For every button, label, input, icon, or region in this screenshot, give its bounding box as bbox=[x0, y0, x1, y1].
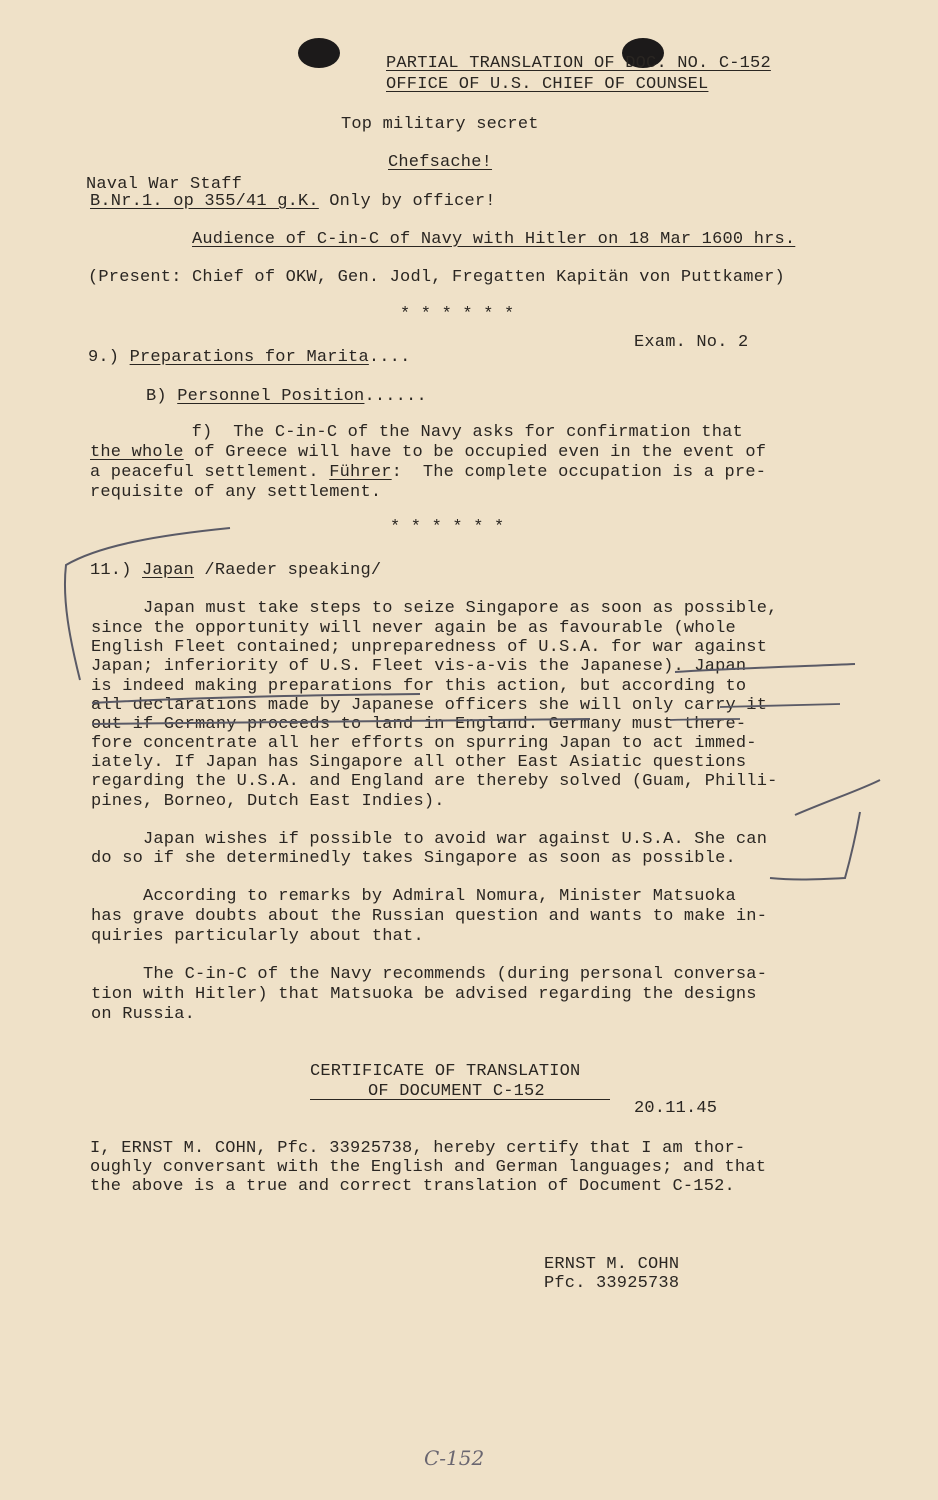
pencil-underline-japan bbox=[675, 664, 855, 672]
section11-para1-line11: pines, Borneo, Dutch East Indies). bbox=[91, 792, 445, 811]
section11-para1-line3: English Fleet contained; unpreparedness of U.S.A. for war against bbox=[91, 638, 768, 657]
section11-para1-line10: regarding the U.S.A. and England are thereby solved (Guam, Philli- bbox=[91, 772, 778, 791]
pencil-strike-line3 bbox=[670, 719, 740, 720]
sub-b-ellipsis: ...... bbox=[364, 387, 427, 406]
section11-title: Japan bbox=[142, 561, 195, 580]
section9-number: 9.) bbox=[88, 348, 130, 367]
para-f-line3-a: a peaceful settlement. bbox=[90, 463, 330, 482]
pencil-strike-line2 bbox=[92, 719, 590, 724]
para-f-fuehrer: Führer bbox=[329, 463, 392, 482]
signer-name: ERNST M. COHN bbox=[544, 1255, 680, 1274]
section11-para1-line4: Japan; inferiority of U.S. Fleet vis-a-vis the Japanese). Japan bbox=[91, 657, 747, 676]
section11-para3-line1: According to remarks by Admiral Nomura, Minister Matsuoka bbox=[91, 887, 736, 906]
para-f-the-whole: the whole bbox=[90, 443, 184, 462]
origin-ref: B.Nr.1. op 355/41 g.K. bbox=[90, 192, 319, 211]
certificate-title1: CERTIFICATE OF TRANSLATION bbox=[310, 1062, 581, 1081]
sub-b-label: B) bbox=[146, 387, 178, 406]
section11-para1-line9: iately. If Japan has Singapore all other East Asiatic questions bbox=[91, 753, 747, 772]
section11-speaker: /Raeder speaking/ bbox=[194, 561, 382, 580]
section11-para2-line1: Japan wishes if possible to avoid war against U.S.A. She can bbox=[91, 830, 768, 849]
pencil-bracket-right bbox=[770, 780, 880, 880]
section11-para1-line5: is indeed making preparations for this action, but according to bbox=[91, 677, 747, 696]
classification-line2: Chefsache! bbox=[388, 153, 493, 172]
section11-para3-line2: has grave doubts about the Russian question and wants to make in- bbox=[91, 907, 768, 926]
section11-para1-line1: Japan must take steps to seize Singapore as soon as possible, bbox=[91, 599, 778, 618]
section9-ellipsis: .... bbox=[368, 348, 411, 367]
section9-title: Preparations for Marita bbox=[129, 348, 369, 367]
sub-b-title: Personnel Position bbox=[177, 387, 365, 406]
header-title-line1: PARTIAL TRANSLATION OF DOC. NO. C-152 bbox=[386, 54, 771, 73]
audience-title: Audience of C-in-C of Navy with Hitler on 18 Mar 1600 hrs. bbox=[192, 230, 796, 249]
section11-para4-line3: on Russia. bbox=[91, 1005, 196, 1024]
section11-para3-line3: quiries particularly about that. bbox=[91, 927, 424, 946]
pencil-strike-line1 bbox=[92, 694, 420, 703]
certificate-body-line1: I, ERNST M. COHN, Pfc. 33925738, hereby certify that I am thor- bbox=[90, 1139, 746, 1158]
certificate-date: 20.11.45 bbox=[634, 1099, 718, 1118]
pencil-bracket-left bbox=[65, 528, 230, 680]
section11-para1-line2: since the opportunity will never again be as favourable (whole bbox=[91, 619, 736, 638]
para-f-line1: f) The C-in-C of the Navy asks for confirmation that bbox=[150, 423, 743, 442]
section11-number: 11.) bbox=[90, 561, 143, 580]
classification-line1: Top military secret bbox=[341, 115, 539, 134]
section11-para1-line6: all declarations made by Japanese officers she will only carry it bbox=[91, 696, 768, 715]
origin-ref-note: Only by officer! bbox=[318, 192, 496, 211]
certificate-body-line2: oughly conversant with the English and German languages; and that bbox=[90, 1158, 767, 1177]
pencil-underline-carry bbox=[720, 704, 840, 707]
signer-id: Pfc. 33925738 bbox=[544, 1274, 680, 1293]
separator-1: * * * * * * bbox=[400, 305, 515, 324]
section11-para2-line2: do so if she determinedly takes Singapore as soon as possible. bbox=[91, 849, 736, 868]
handwritten-doc-number: C-152 bbox=[424, 1446, 485, 1470]
section11-para1-line8: fore concentrate all her efforts on spurring Japan to act immed- bbox=[91, 734, 757, 753]
origin-org: Naval War Staff bbox=[86, 175, 243, 194]
para-f-line4: requisite of any settlement. bbox=[90, 483, 382, 502]
section11-para4-line2: tion with Hitler) that Matsuoka be advised regarding the designs bbox=[91, 985, 757, 1004]
present-list: (Present: Chief of OKW, Gen. Jodl, Fregatten Kapitän von Puttkamer) bbox=[88, 268, 785, 287]
separator-2: * * * * * * bbox=[390, 518, 505, 537]
header-title-line2: OFFICE OF U.S. CHIEF OF COUNSEL bbox=[386, 75, 709, 94]
para-f-line3-c: : The complete occupation is a pre- bbox=[391, 463, 767, 482]
exam-number: Exam. No. 2 bbox=[634, 333, 749, 352]
certificate-body-line3: the above is a true and correct translation of Document C-152. bbox=[90, 1177, 735, 1196]
para-f-line2-rest: of Greece will have to be occupied even in the event of bbox=[183, 443, 767, 462]
certificate-title2: OF DOCUMENT C-152 bbox=[368, 1082, 545, 1101]
section11-para1-line7: out if Germany proceeds to land in England. Germany must there- bbox=[91, 715, 747, 734]
section11-para4-line1: The C-in-C of the Navy recommends (during personal conversa- bbox=[91, 965, 768, 984]
